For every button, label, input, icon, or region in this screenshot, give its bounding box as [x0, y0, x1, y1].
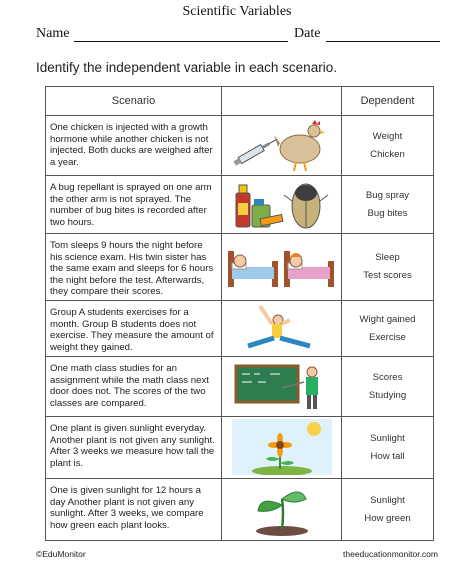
dependent-option[interactable]: Weight — [372, 131, 403, 142]
scenario-text: One is given sunlight for 12 hours a day Another plant is not given any sunlight. After 3 weeks, we compare how green each plant looks. — [46, 478, 222, 540]
instructions: Identify the independent variable in each scenario. — [36, 60, 337, 75]
table-row — [46, 416, 434, 478]
name-date-line — [36, 26, 440, 44]
name-field-line[interactable] — [74, 41, 288, 42]
spray-bug-icon — [232, 179, 332, 231]
dependent-option[interactable]: Studying — [368, 389, 407, 401]
dependent-option[interactable]: Exercise — [369, 331, 406, 343]
dependent-option[interactable]: Sunlight — [370, 494, 405, 506]
scenario-table — [45, 86, 434, 541]
syringe-chicken-icon — [232, 119, 332, 173]
scenario-text: One plant is given sunlight everyday. Another plant is not given any sunlight. After 3 weeks we measure how tall the plant is. — [46, 416, 222, 478]
table-header-row — [46, 87, 434, 116]
copyright-footer: ©EduMonitor — [36, 549, 86, 559]
dependent-option[interactable]: Test scores — [363, 270, 412, 282]
table-row — [46, 234, 434, 301]
dependent-option[interactable]: Scores — [372, 371, 403, 383]
dependent-option[interactable]: Wight gained — [359, 313, 416, 325]
seedling-icon — [232, 481, 332, 537]
dependent-option[interactable]: Chicken — [370, 149, 405, 160]
scenario-text: Group A students exercises for a month. Group B students does not exercise. They measure the amount of weight they gained. — [46, 300, 222, 356]
table-row — [46, 116, 434, 176]
sun-flower-icon — [232, 419, 332, 475]
table-row — [46, 176, 434, 234]
dependent-option[interactable]: Sleep — [375, 252, 400, 264]
worksheet-title: Scientific Variables — [182, 4, 292, 19]
table-row — [46, 356, 434, 416]
scenario-text: Tom sleeps 9 hours the night before his science exam. His twin sister has the same exam and sleeps for 6 hours the night before the test. Afterwards, they compare their scores. — [46, 234, 222, 301]
scenario-text: One chicken is injected with a growth hormone while another chicken is not injected. Both ducks are weighed after a year. — [46, 116, 222, 176]
dependent-option[interactable]: Bug spray — [365, 190, 410, 201]
dependent-column-header: Dependent — [342, 87, 434, 116]
sleeping-kids-icon — [226, 241, 338, 293]
image-column-header — [222, 87, 342, 116]
dependent-option[interactable]: Sunlight — [370, 432, 405, 444]
date-field-line[interactable] — [326, 41, 440, 42]
scenario-text: One math class studies for an assignment while the math class next door does not. The scores of the two classes are compared. — [46, 356, 222, 416]
scenario-text: A bug repellant is sprayed on one arm the other arm is not sprayed. The number of bug bites is recorded after two hours. — [46, 176, 222, 234]
dependent-option[interactable]: Bug bites — [367, 208, 408, 219]
dependent-option[interactable]: How tall — [370, 450, 405, 462]
table-row — [46, 300, 434, 356]
exercise-person-icon — [232, 302, 332, 354]
teacher-chalkboard-icon — [232, 360, 332, 412]
name-label: Name — [36, 26, 70, 41]
website-footer[interactable]: theeducationmonitor.com — [343, 549, 438, 559]
dependent-option[interactable]: How green — [364, 512, 411, 524]
table-row — [46, 478, 434, 540]
date-label: Date — [294, 26, 321, 41]
scenario-column-header: Scenario — [46, 87, 222, 116]
